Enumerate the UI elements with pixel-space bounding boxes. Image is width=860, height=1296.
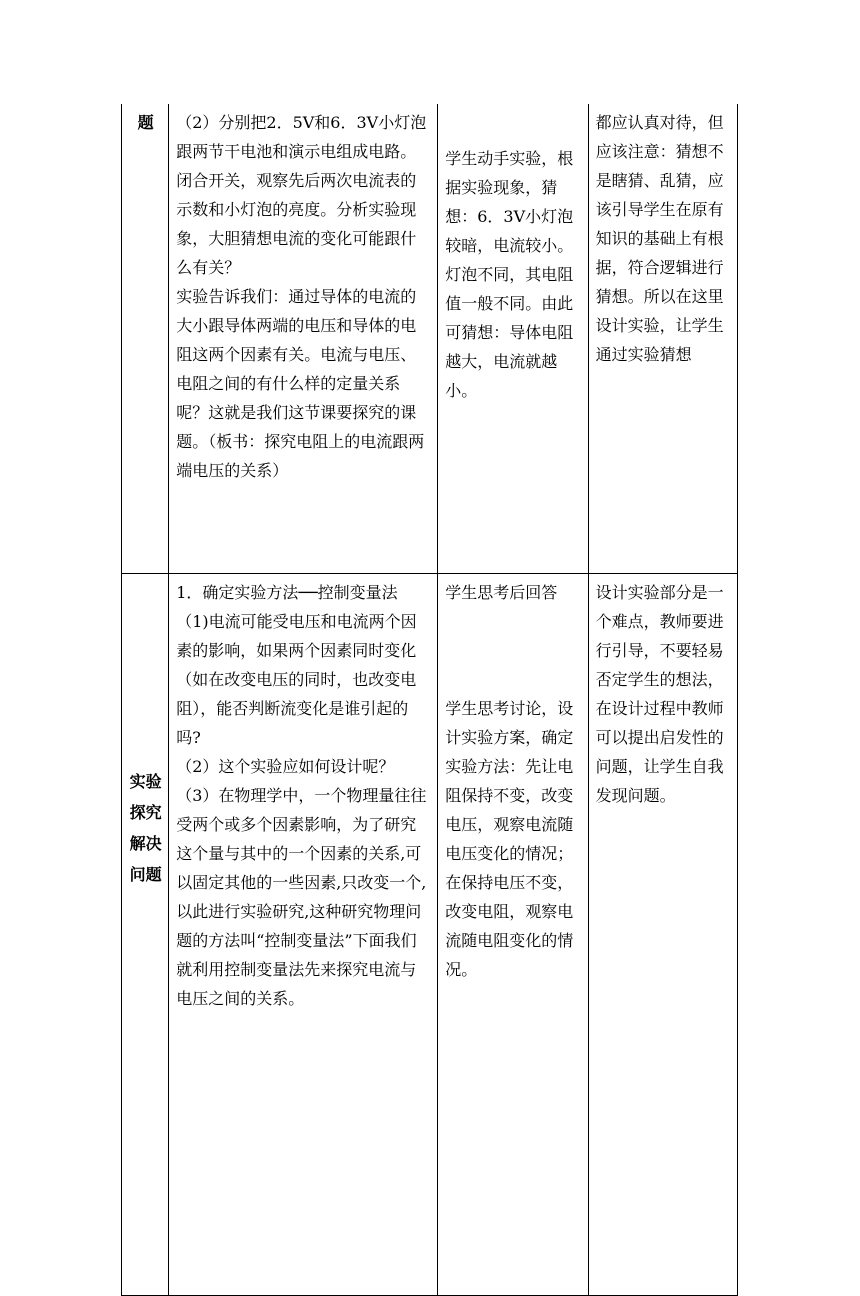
content-paragraph: （3）在物理学中，一个物理量往往受两个或多个因素影响，为了研究这个量与其中的一个因素的关系,可以固定其他的一些因素,只改变一个,以此进行实验研究,这种研究物理问题的方法叫“控制变量法”下面我们就利用控制变量法先来探究电流与电压之间的关系。 — [176, 786, 427, 1008]
stage-label: 题 — [137, 113, 154, 132]
stage-label-cell — [122, 104, 169, 574]
table-row — [122, 104, 738, 574]
design-note-text: 设计实验部分是一个难点，教师要进行引导，不要轻易否定学生的想法，在设计过程中教师可以提出启发性的问题，让学生自我发现问题。 — [595, 583, 724, 805]
teaching-content-cell — [169, 574, 438, 1296]
student-activity-text: 学生动手实验，根据实验现象，猜想：6．3V小灯泡较暗，电流较小。灯泡不同，其电阻值一般不同。由此可猜想：导体电阻越大，电流就越小。 — [445, 149, 574, 400]
design-note-cell — [588, 574, 737, 1296]
content-paragraph: 实验告诉我们：通过导体的电流的大小跟导体两端的电压和导体的电阻这两个因素有关。电流与电压、电阻之间的有什么样的定量关系呢？这就是我们这节课要探究的课题。（板书：探究电阻上的电流跟两端电压的关系） — [176, 287, 425, 480]
student-activity-cell — [438, 574, 588, 1296]
stage-label-cell — [122, 574, 169, 1296]
spacer — [445, 607, 581, 694]
design-note-text: 都应认真对待，但应该注意：猜想不是瞎猜、乱猜，应该引导学生在原有知识的基础上有根据，符合逻辑进行猜想。所以在这里设计实验，让学生通过实验猜想 — [595, 113, 724, 364]
content-paragraph: （2）这个实验应如何设计呢？ — [176, 757, 395, 776]
content-paragraph: 1．确定实验方法──控制变量法 — [176, 583, 398, 602]
stage-label: 实验探究解决问题 — [129, 772, 162, 884]
student-activity-cell — [438, 104, 588, 574]
student-activity-text: 学生思考讨论，设计实验方案，确定实验方法：先让电阻保持不变，改变电压，观察电流随电压变化的情况；在保持电压不变，改变电阻，观察电流随电阻变化的情况。 — [445, 699, 574, 979]
content-paragraph: （2）分别把2．5V和6．3V小灯泡跟两节干电池和演示电组成电路。闭合开关，观察先后两次电流表的示数和小灯泡的亮度。分析实验现象，大胆猜想电流的变化可能跟什么有关？ — [176, 113, 427, 277]
student-activity-text: 学生思考后回答 — [445, 583, 558, 602]
lesson-plan-table — [121, 104, 738, 1296]
teaching-content-cell — [169, 104, 438, 574]
content-paragraph: （1)电流可能受电压和电流两个因素的影响，如果两个因素同时变化（如在改变电压的同时，也改变电阻），能否判断流变化是谁引起的吗? — [176, 612, 417, 747]
table-row — [122, 574, 738, 1296]
design-note-cell — [588, 104, 737, 574]
